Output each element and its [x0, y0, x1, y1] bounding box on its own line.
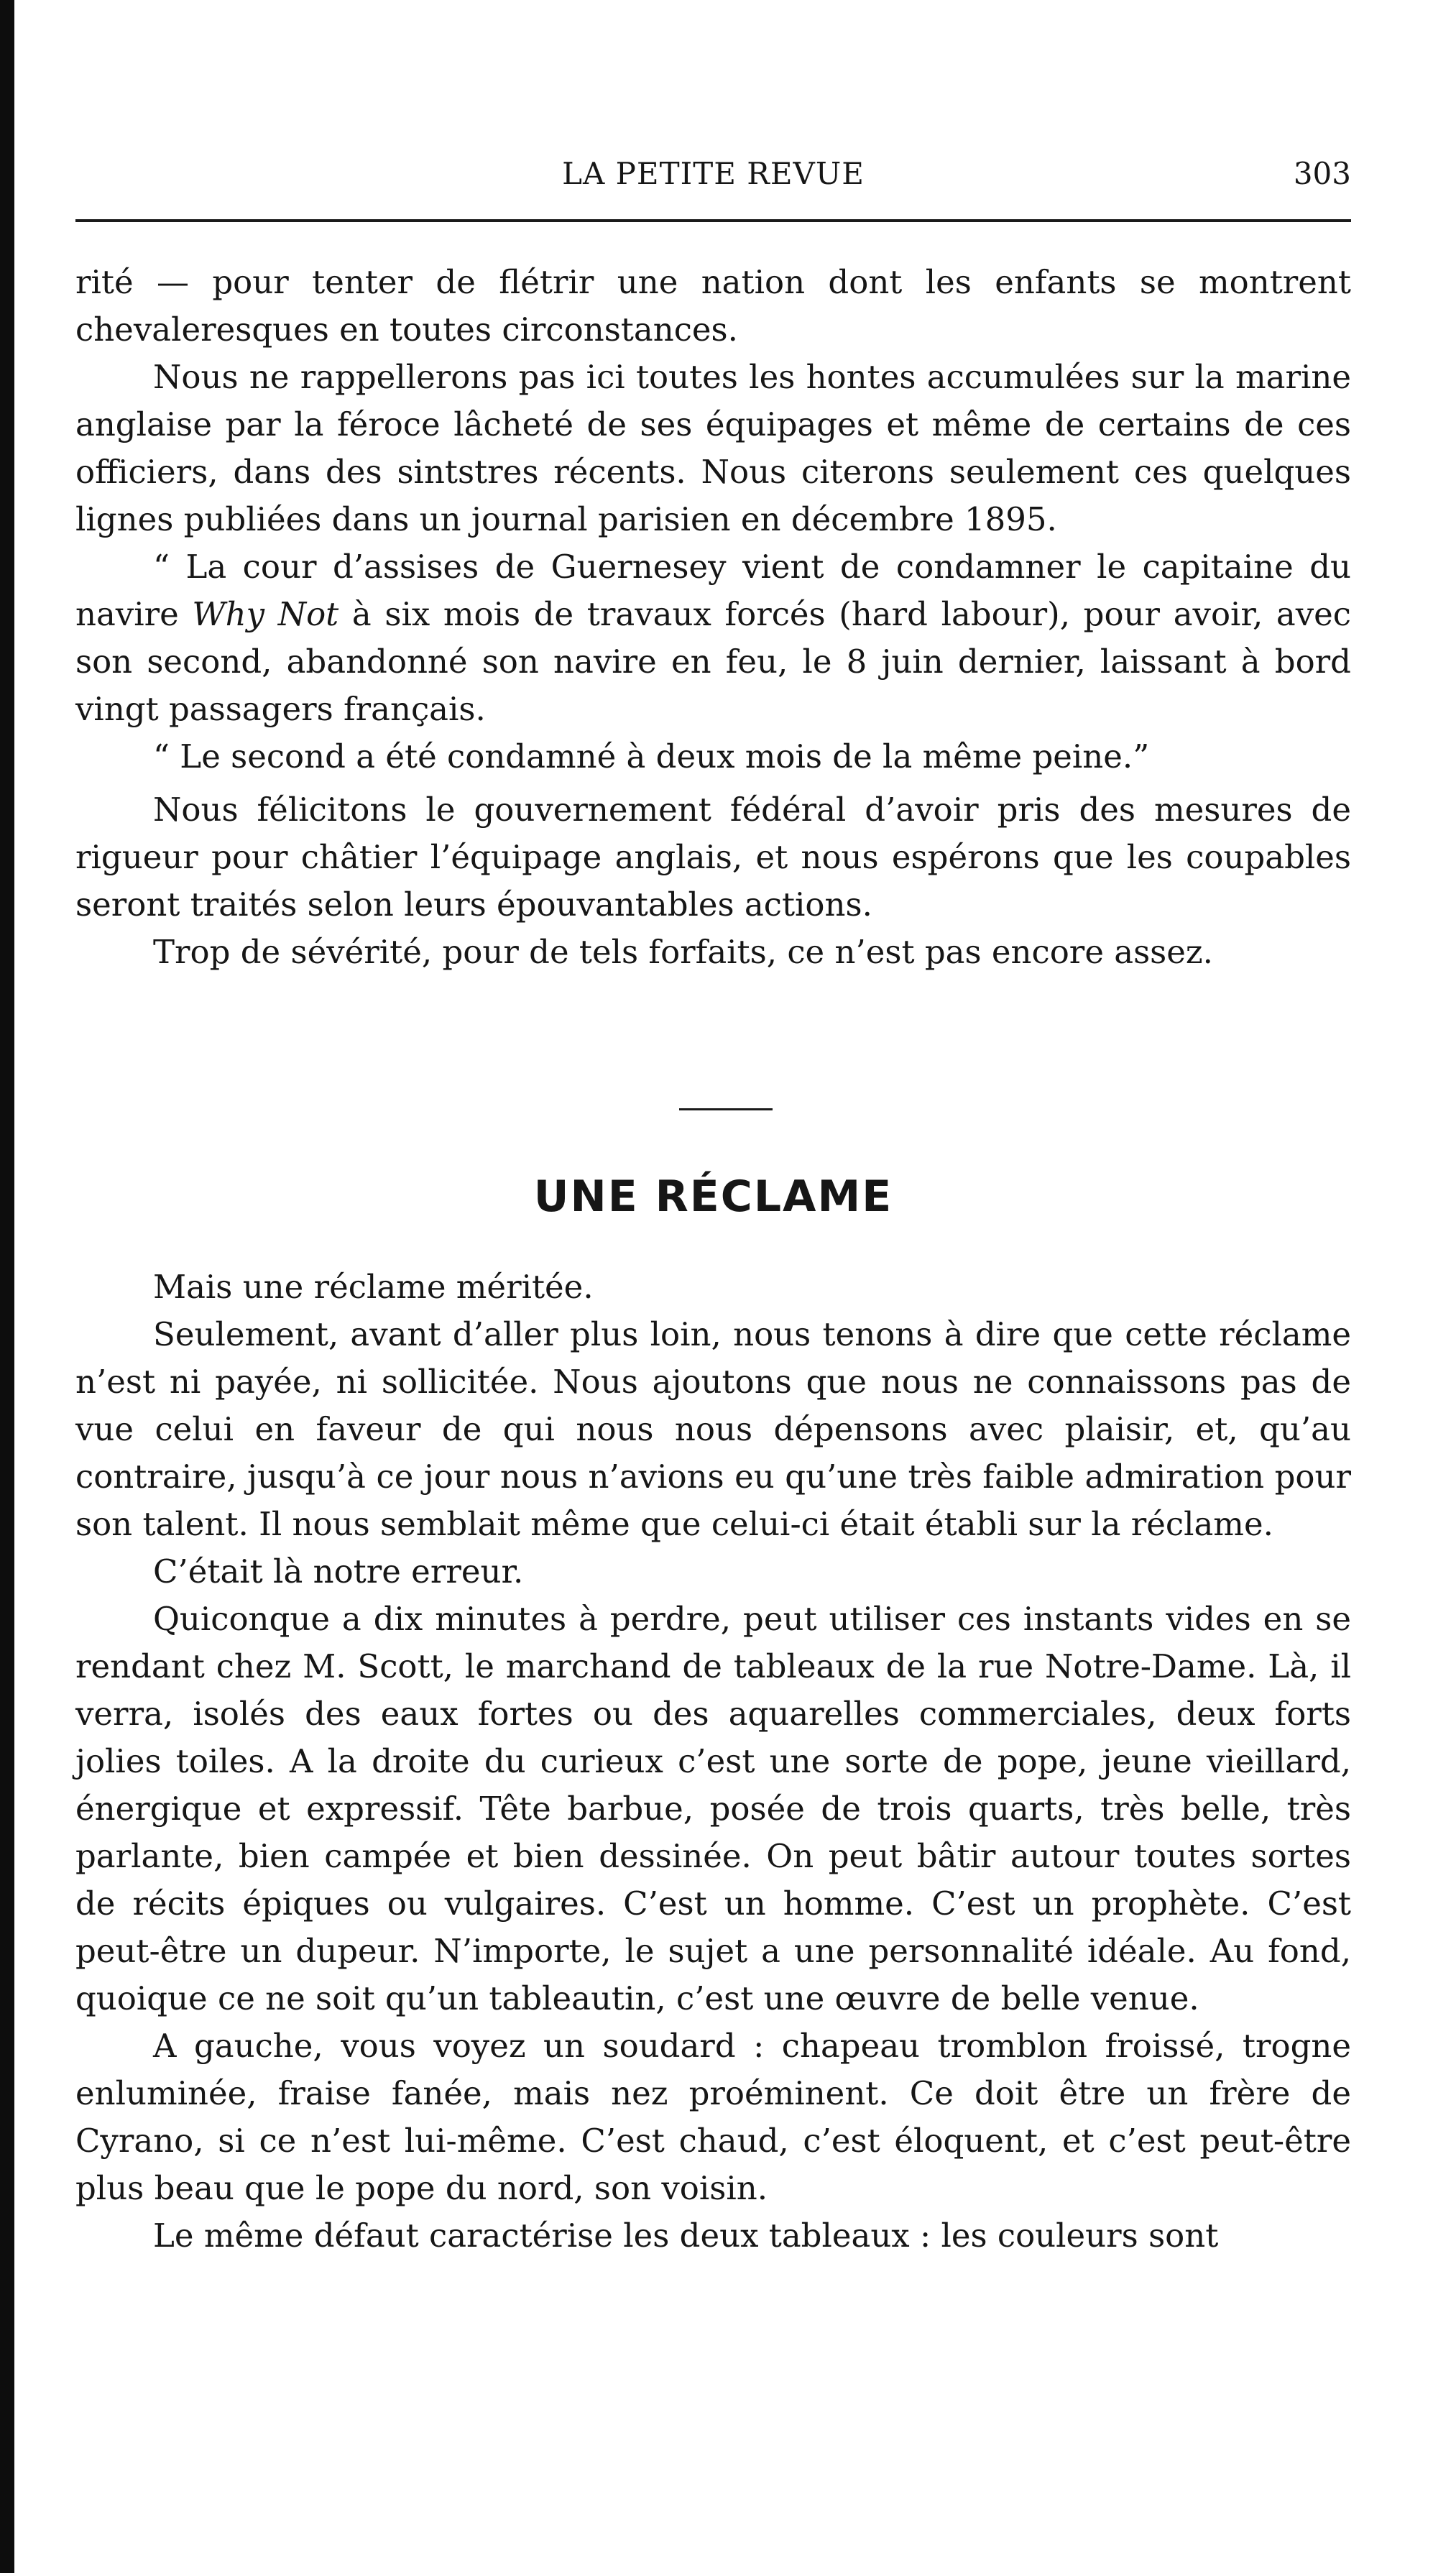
article-body	[75, 1264, 1351, 2260]
page-header	[75, 152, 1351, 195]
article-continuation	[75, 259, 1351, 976]
header-rule	[75, 219, 1351, 222]
paragraph: Quiconque a dix minutes à perdre, peut utiliser ces instants vides en se rendant chez M. Scott, le marchand de tableaux de la rue Notre-Dame. Là, il verra, isolés des eaux fortes ou des aquarelles commerciales, deux forts jolies toiles. A la droite du curieux c’est une sorte de pope, jeune vieillard, énergique et expressif. Tête barbue, posée de trois quarts, très belle, très parlante, bien campée et bien dessinée. On peut bâtir autour toutes sortes de récits épiques ou vulgaires. C’est un homme. C’est un prophète. C’est peut-être un dupeur. N’importe, le sujet a une personnalité idéale. Au fond, quoique ce ne soit qu’un tableautin, c’est une œuvre de belle venue.	[75, 1600, 1351, 2017]
quoted-paragraph	[75, 543, 1351, 733]
paragraph: Trop de sévérité, pour de tels forfaits, ce n’est pas encore assez.	[153, 933, 1213, 971]
page-edge-shadow	[0, 0, 14, 2573]
section-divider	[679, 1108, 773, 1110]
ship-name: Why Not	[192, 595, 339, 633]
page-number: 303	[1293, 156, 1351, 191]
paragraph: Nous félicitons le gouvernement fédéral d’avoir pris des mesures de rigueur pour châtier l’équipage anglais, et nous espérons que les coupables seront traités selon leurs épouvantables actions.	[75, 791, 1351, 924]
section-title: UNE RÉCLAME	[533, 1172, 893, 1222]
running-title: LA PETITE REVUE	[562, 156, 865, 191]
paragraph: Seulement, avant d’aller plus loin, nous tenons à dire que cette réclame n’est ni payée, ni sollicitée. Nous ajoutons que nous ne connaissons pas de vue celui en faveur de qui nous nous dépensons avec plaisir, et, qu’au contraire, jusqu’à ce jour nous n’avions eu qu’une très faible admiration pour son talent. Il nous semblait même que celui-ci était établi sur la réclame.	[75, 1315, 1351, 1543]
quoted-paragraph: “ Le second a été condamné à deux mois de la même peine.”	[153, 737, 1150, 775]
paragraph: Nous ne rappellerons pas ici toutes les hontes accumulées sur la marine anglaise par la féroce lâcheté de ses équipages et même de certains de ces officiers, dans des sintstres récents. Nous citerons seulement ces quelques lignes publiées dans un journal parisien en décembre 1895.	[75, 358, 1351, 538]
paragraph: Le même défaut caractérise les deux tableaux : les couleurs sont	[153, 2217, 1219, 2255]
paragraph: A gauche, vous voyez un soudard : chapeau tromblon froissé, trogne enluminée, fraise fanée, mais nez proéminent. Ce doit être un frère de Cyrano, si ce n’est lui-même. C’est chaud, c’est éloquent, et c’est peut-être plus beau que le pope du nord, son voisin.	[75, 2027, 1351, 2207]
paragraph: rité — pour tenter de flétrir une nation dont les enfants se montrent chevaleresques en toutes circonstances.	[75, 263, 1351, 349]
paragraph: C’était là notre erreur.	[153, 1552, 524, 1591]
quote-text: “ La cour d’assises de Guernesey vient de condamner le capitaine du navire	[75, 548, 1351, 633]
quote-text: à six mois de travaux forcés (hard labour), pour avoir, avec son second, abandonné son navire en feu, le 8 juin dernier, laissant à bord vingt passagers français.	[75, 595, 1352, 728]
paragraph: Mais une réclame méritée.	[153, 1268, 594, 1306]
